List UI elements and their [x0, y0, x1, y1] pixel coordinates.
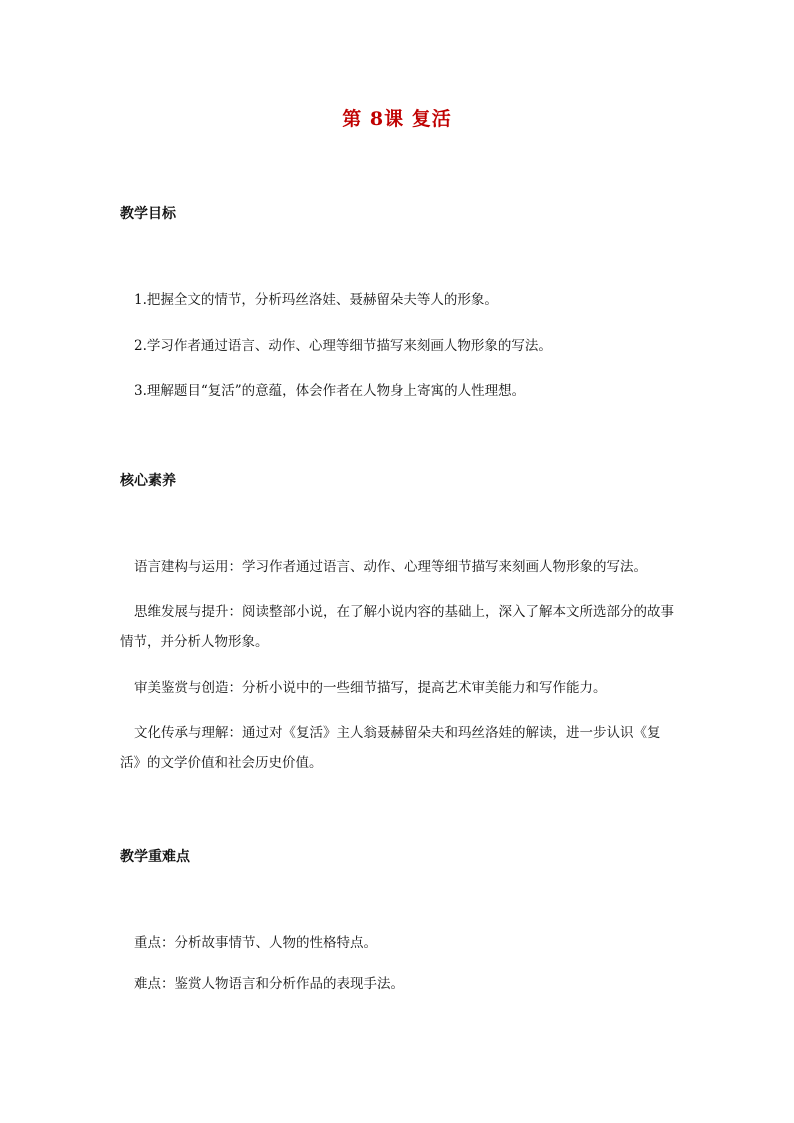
objective-item-3: 3.理解题目“复活”的意蕴，体会作者在人物身上寄寓的人性理想。: [134, 383, 526, 399]
page-title: 第 8课 复活: [342, 108, 452, 130]
objective-item-1: 1.把握全文的情节，分析玛丝洛娃、聂赫留朵夫等人的形象。: [134, 292, 498, 308]
literacy-item-1: 语言建构与运用：学习作者通过语言、动作、心理等细节描写来刻画人物形象的写法。: [134, 559, 647, 575]
literacy-item-3: 审美鉴赏与创造：分析小说中的一些细节描写，提高艺术审美能力和写作能力。: [134, 680, 607, 696]
literacy-item-2: 思维发展与提升：阅读整部小说，在了解小说内容的基础上，深入了解本文所选部分的故事情节，并分析人物形象。: [120, 604, 674, 650]
literacy-item-4: 文化传承与理解：通过对《复活》主人翁聂赫留朵夫和玛丝洛娃的解读，进一步认识《复活》的文学价值和社会历史价值。: [120, 725, 661, 771]
objective-item-2: 2.学习作者通过语言、动作、心理等细节描写来刻画人物形象的写法。: [134, 338, 552, 354]
section-heading-objectives: 教学目标: [120, 206, 176, 222]
key-point-item-1: 重点：分析故事情节、人物的性格特点。: [134, 935, 377, 951]
section-heading-key-points: 教学重难点: [120, 849, 190, 865]
section-heading-literacy: 核心素养: [120, 473, 176, 489]
key-point-item-2: 难点：鉴赏人物语言和分析作品的表现手法。: [134, 976, 404, 992]
